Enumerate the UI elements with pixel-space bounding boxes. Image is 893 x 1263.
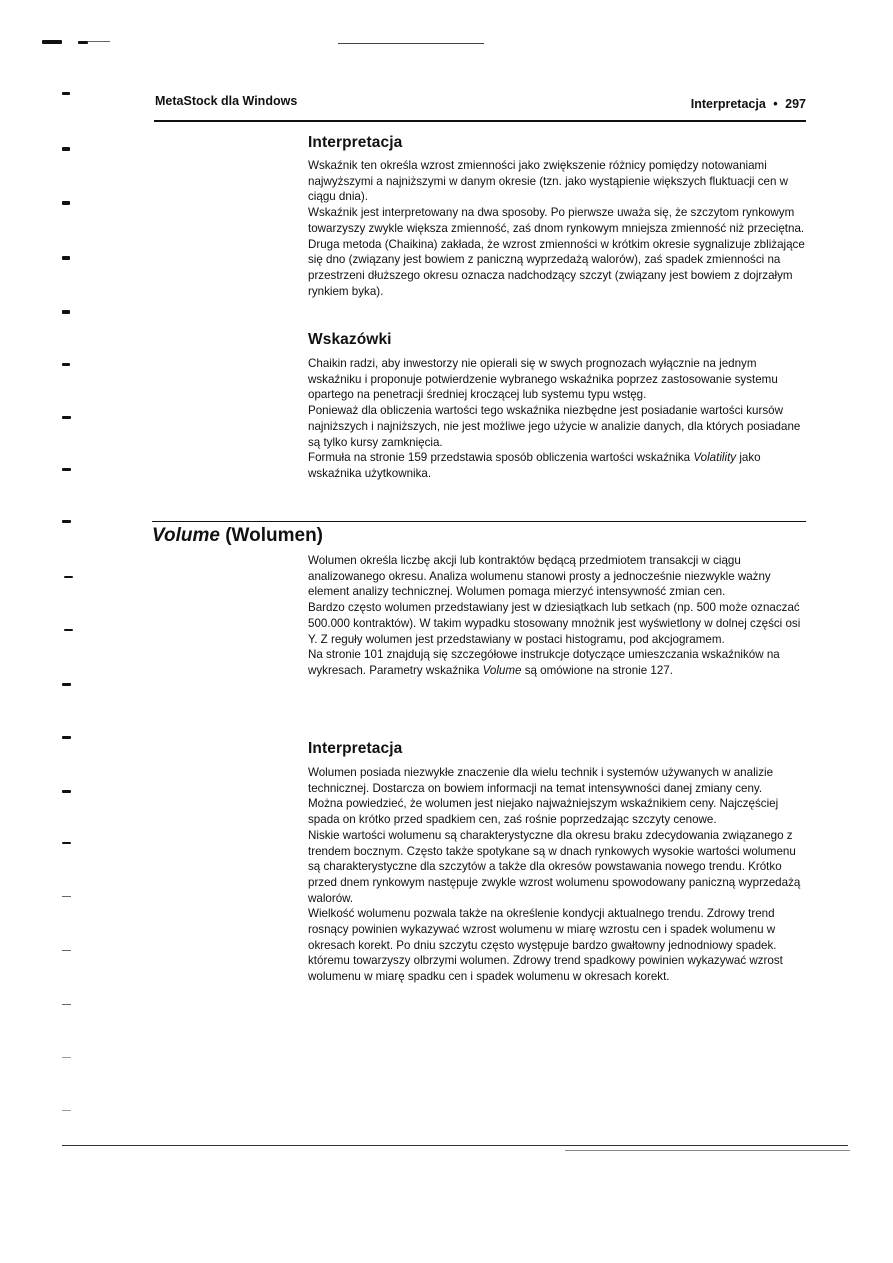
paragraph: Wskaźnik ten określa wzrost zmienności jako zwiększenie różnicy pomiędzy notowaniami najwyższymi a najniższymi w danym okresie (tzn. jako wystąpienie większych fluktuacji cen w ciągu dnia). <box>308 159 789 204</box>
binding-mark <box>62 736 71 739</box>
scan-line <box>565 1150 850 1151</box>
binding-mark <box>62 92 70 95</box>
paragraph: Wskaźnik jest interpretowany na dwa sposoby. Po pierwsze uważa się, że szczytom rynkowym towarzyszy zwykle większa zmienność, zaś dnom rynkowym mniejsza zmienność niż przeciętna. Druga metoda (Chaikina) zakłada, że wzrost zmienności w krótkim okresie sygnalizuje zbliżające się dno (związany jest bowiem z paniczną wyprzedażą walorów), zaś spadek zmienności na przestrzeni dłuższego okresu oznacza nadchodzący szczyt (związany jest bowiem z dojrzałym rynkiem byka). <box>308 206 805 298</box>
binding-mark <box>62 310 70 314</box>
section-heading: Wskazówki <box>308 331 392 348</box>
section-heading: Interpretacja <box>308 740 403 757</box>
page-number: 297 <box>785 97 806 111</box>
binding-mark <box>62 896 71 897</box>
scan-line <box>338 43 484 44</box>
section-rule <box>152 521 806 522</box>
scan-mark <box>78 41 88 44</box>
section-heading: Interpretacja <box>308 134 403 151</box>
binding-mark <box>62 416 71 419</box>
binding-mark <box>62 1110 71 1111</box>
running-header-section <box>600 97 806 111</box>
section-interpretation-1 <box>308 134 808 299</box>
binding-mark <box>62 468 71 471</box>
paragraph: Bardzo często wolumen przedstawiany jest w dziesiątkach lub setkach (np. 500 może oznaczać 500.000 kontraktów). W takim wypadku stosowany mnożnik jest wyświetlony w dolnej części osi Y. Z reguły wolumen jest przedstawiany w postaci histogramu, pod akcjogramem. <box>308 601 801 646</box>
binding-mark <box>62 363 70 366</box>
binding-mark <box>62 520 71 523</box>
running-header-title: MetaStock dla Windows <box>155 94 298 108</box>
volume-section-title: Volume (Wolumen) <box>152 525 324 546</box>
paragraph: Wielkość wolumenu pozwala także na określenie kondycji aktualnego trendu. Zdrowy trend rosnący powinien wykazywać wzrost wolumenu w miarę wzrostu cen i spadek wolumenu w okresach korekt. Po dniu szczytu często występuje bardzo gwałtowny jednodniowy spadek. któremu towarzyszy olbrzymi wolumen. Zdrowy trend spadkowy powinien wykazywać wzrost wolumenu w miarę spadku cen i spadek wolumenu w okresach korekt. <box>308 907 783 984</box>
paragraph: Niskie wartości wolumenu są charakterystyczne dla okresu braku zdecydowania związanego z trendem bocznym. Często także spotykane są w dnach rynkowych wysokie wartości wolumenu są charakterystyczne dla szczytów a także dla okresów powstawania nowego trendu. Krótko przed dnem rynkowym następuje zwykle wzrost wolumenu spowodowany paniczną wyprzedażą walorów. <box>308 828 801 905</box>
paragraph: Chaikin radzi, aby inwestorzy nie opierali się w swych prognozach wyłącznie na jednym wskaźniku i proponuje potwierdzenie wybranego wskaźnika poprzez zastosowanie systemu opartego na penetracji średniej kroczącej lub systemu typu wstęg. <box>308 357 778 402</box>
binding-mark <box>62 1057 71 1058</box>
binding-mark <box>62 790 71 793</box>
paragraph: Na stronie 101 znajdują się szczegółowe instrukcje dotyczące umieszczania wskaźników na wykresach. Parametry wskaźnika Volume są omówione na stronie 127. <box>308 648 780 677</box>
section-tips <box>308 331 808 482</box>
binding-mark <box>64 576 73 578</box>
binding-mark <box>62 147 70 151</box>
scan-line <box>62 1145 848 1146</box>
header-section-name: Interpretacja <box>690 97 766 111</box>
binding-mark <box>62 201 70 205</box>
scan-mark <box>42 40 62 44</box>
binding-mark <box>62 256 70 260</box>
section-interpretation-2 <box>308 740 808 985</box>
binding-mark <box>62 950 71 951</box>
paragraph: Ponieważ dla obliczenia wartości tego wskaźnika niezbędne jest posiadanie wartości kursów najniższych i najniższych, nie jest możliwe jego użycie w analizie danych, dla których posiadane są tylko kursy zamknięcia. <box>308 404 801 449</box>
paragraph: Można powiedzieć, że wolumen jest niejako najważniejszym wskaźnikiem ceny. Najczęściej spada on krótko przed spadkiem cen, zaś rośnie poprzedzając szczyty cenowe. <box>308 797 779 827</box>
header-separator: • <box>773 97 778 111</box>
header-rule <box>154 120 806 122</box>
binding-mark <box>62 842 71 844</box>
binding-mark <box>62 683 71 686</box>
section-volume <box>308 553 808 679</box>
binding-mark <box>62 1004 71 1005</box>
scan-line <box>88 41 110 42</box>
paragraph: Formuła na stronie 159 przedstawia sposób obliczenia wartości wskaźnika Volatility jako wskaźnika użytkownika. <box>308 451 761 480</box>
paragraph: Wolumen określa liczbę akcji lub kontraktów będącą przedmiotem transakcji w ciągu analizowanego okresu. Analiza wolumenu stanowi prosty a jednocześnie niezwykle ważny element analizy technicznej. Wolumen pomaga mierzyć intensywność zmian cen. <box>308 554 771 599</box>
paragraph: Wolumen posiada niezwykłe znaczenie dla wielu technik i systemów używanych w analizie technicznej. Dostarcza on bowiem informacji na temat intensywności danej zmiany ceny. <box>308 766 774 795</box>
binding-mark <box>64 629 73 631</box>
